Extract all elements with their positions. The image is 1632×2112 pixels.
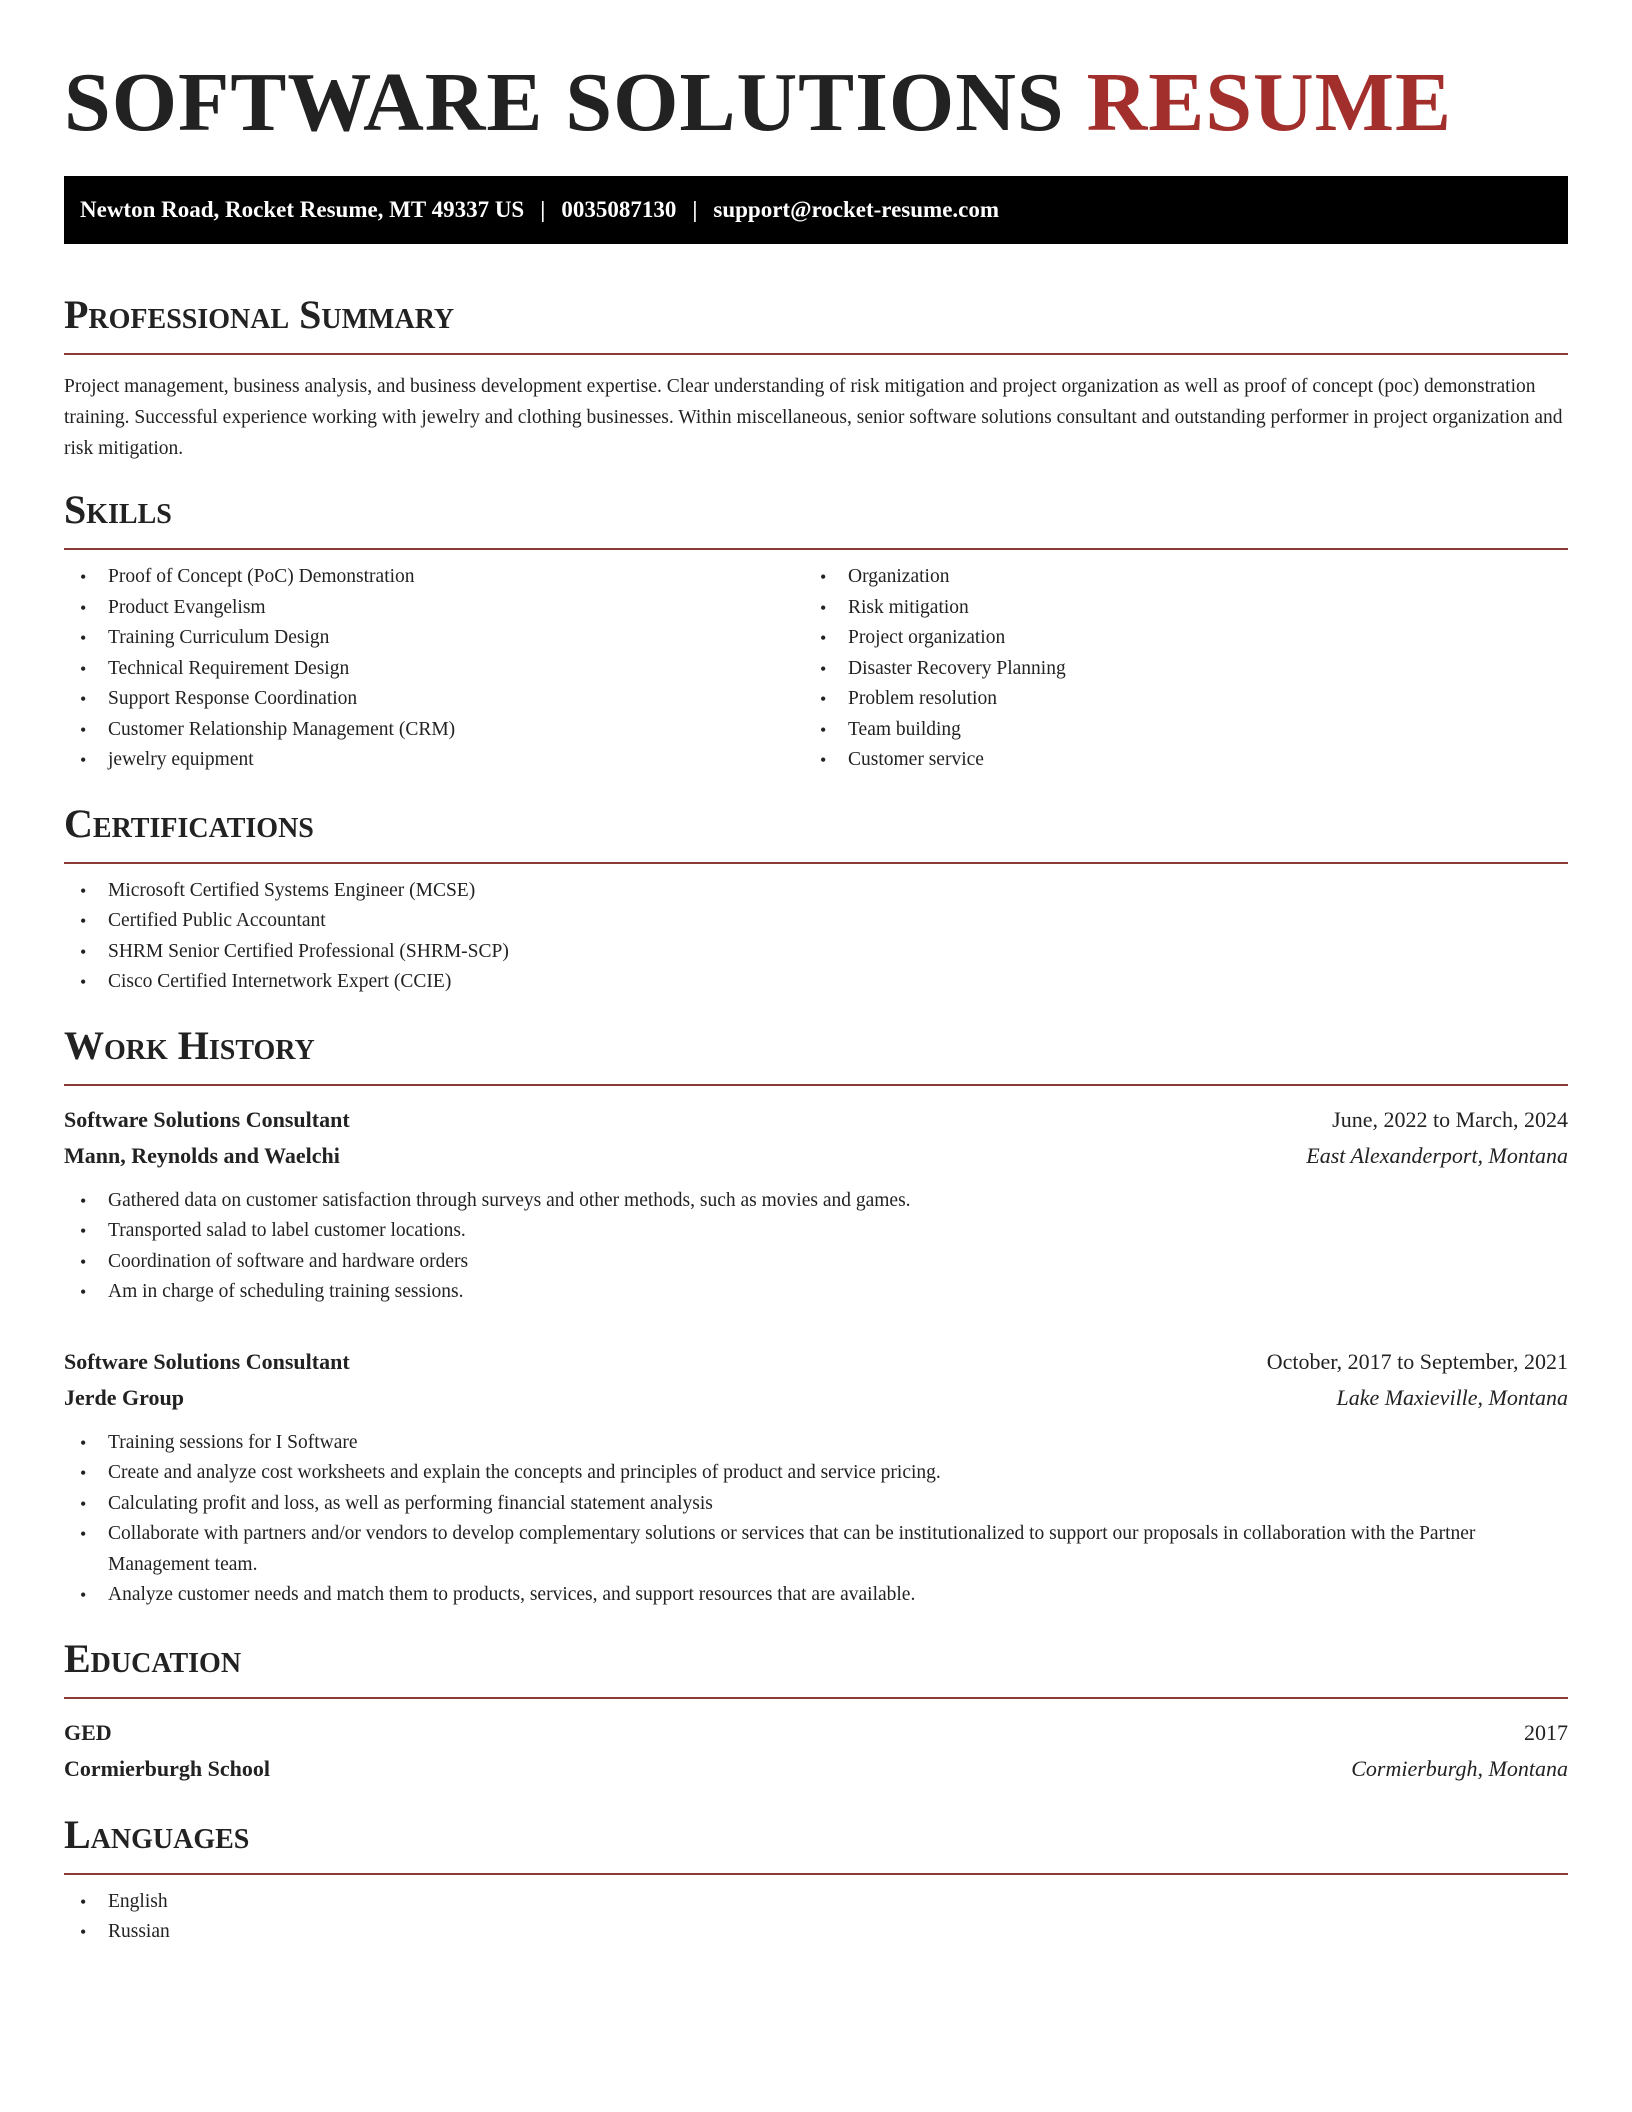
title-main: SOFTWARE SOLUTIONS (64, 56, 1087, 149)
skill-item: • Customer Relationship Management (CRM) (64, 715, 804, 746)
skill-item: • Training Curriculum Design (64, 623, 804, 654)
job-bullet: • Calculating profit and loss, as well as performing financial statement analysis (64, 1489, 1568, 1520)
job-location: East Alexanderport, Montana (1306, 1142, 1568, 1168)
skill-item: • Product Evangelism (64, 593, 804, 624)
job-dates: October, 2017 to September, 2021 (1266, 1348, 1568, 1374)
certification-item: • SHRM Senior Certified Professional (SHRM-SCP) (64, 937, 1568, 968)
skills-list-right (804, 562, 1544, 776)
job-company: Jerde Group (64, 1384, 184, 1410)
section-divider (64, 353, 1568, 355)
skill-item: • jewelry equipment (64, 745, 804, 776)
education-entry (64, 1715, 1568, 1787)
contact-address: Newton Road, Rocket Resume, MT 49337 US (80, 197, 525, 222)
job-bullet: • Am in charge of scheduling training sessions. (64, 1277, 1568, 1308)
certification-item: • Cisco Certified Internetwork Expert (CCIE) (64, 967, 1568, 998)
education-section (64, 1633, 1568, 1787)
skill-item: • Team building (804, 715, 1544, 746)
job-bullet: • Analyze customer needs and match them to products, services, and support resources that are available. (64, 1580, 1568, 1611)
job-bullet: • Gathered data on customer satisfaction through surveys and other methods, such as movies and games. (64, 1186, 1568, 1217)
skills-section (64, 484, 1568, 776)
job-bullet: • Collaborate with partners and/or vendors to develop complementary solutions or services that can be institutionalized to support our proposals in collaboration with the Partner Management team. (64, 1519, 1568, 1580)
job-bullet: • Transported salad to label customer locations. (64, 1216, 1568, 1247)
education-degree: GED (64, 1719, 112, 1745)
job-company-row (64, 1380, 1568, 1416)
skill-item: • Project organization (804, 623, 1544, 654)
contact-separator: | (692, 197, 698, 222)
job-bullets (64, 1428, 1568, 1611)
skill-item: • Technical Requirement Design (64, 654, 804, 685)
skills-grid (64, 550, 1568, 776)
languages-list (64, 1887, 1568, 1948)
section-heading-work-history: Work History (64, 1022, 315, 1068)
education-school-row (64, 1751, 1568, 1787)
contact-bar (64, 176, 1568, 244)
contact-separator: | (540, 197, 546, 222)
job-company: Mann, Reynolds and Waelchi (64, 1142, 340, 1168)
job-bullet: • Training sessions for I Software (64, 1428, 1568, 1459)
skill-item: • Risk mitigation (804, 593, 1544, 624)
skill-item: • Support Response Coordination (64, 684, 804, 715)
section-heading-skills: Skills (64, 487, 172, 532)
job-dates: June, 2022 to March, 2024 (1332, 1106, 1568, 1132)
resume-title (64, 0, 1568, 150)
work-history-section (64, 1020, 1568, 1611)
contact-phone: 0035087130 (561, 197, 677, 222)
section-heading-languages: Languages (64, 1811, 250, 1857)
job-location: Lake Maxieville, Montana (1336, 1384, 1568, 1410)
contact-email[interactable]: support@rocket-resume.com (713, 197, 1000, 222)
job-bullets (64, 1186, 1568, 1308)
section-heading-certifications: Certifications (64, 800, 314, 846)
skill-item: • Problem resolution (804, 684, 1544, 715)
certifications-list (64, 876, 1568, 998)
education-location: Cormierburgh, Montana (1351, 1755, 1568, 1781)
section-divider (64, 1873, 1568, 1875)
job-title: Software Solutions Consultant (64, 1106, 350, 1132)
job-company-row (64, 1138, 1568, 1174)
job-title: Software Solutions Consultant (64, 1348, 350, 1374)
job-header-row (64, 1344, 1568, 1380)
job-header-row (64, 1102, 1568, 1138)
certification-item: • Microsoft Certified Systems Engineer (MCSE) (64, 876, 1568, 907)
language-item: • English (64, 1887, 1568, 1918)
skill-item: • Proof of Concept (PoC) Demonstration (64, 562, 804, 593)
education-year: 2017 (1524, 1719, 1568, 1745)
summary-section (64, 289, 1568, 464)
summary-text: Project management, business analysis, and business development expertise. Clear understanding of risk mitigation and project organization as well as proof of concept (poc) demonstration training. Successful experience working with jewelry and clothing businesses. Within miscellaneous, senior software solutions consultant and outstanding performer in project organization and risk mitigation. (64, 376, 1563, 459)
section-heading-education: Education (64, 1635, 242, 1681)
languages-section (64, 1809, 1568, 1948)
section-heading-summary: Professional Summary (64, 292, 455, 337)
job-bullet: • Create and analyze cost worksheets and explain the concepts and principles of product and service pricing. (64, 1458, 1568, 1489)
certifications-section (64, 798, 1568, 998)
section-divider (64, 1697, 1568, 1699)
certification-item: • Certified Public Accountant (64, 906, 1568, 937)
skills-list-left (64, 562, 804, 776)
skill-item: • Organization (804, 562, 1544, 593)
job-entry (64, 1344, 1568, 1611)
job-bullet: • Coordination of software and hardware orders (64, 1247, 1568, 1278)
skill-item: • Disaster Recovery Planning (804, 654, 1544, 685)
resume-page (64, 0, 1568, 1948)
skill-item: • Customer service (804, 745, 1544, 776)
education-school: Cormierburgh School (64, 1755, 270, 1781)
section-divider (64, 1084, 1568, 1086)
section-divider (64, 862, 1568, 864)
language-item: • Russian (64, 1917, 1568, 1948)
title-accent: RESUME (1086, 56, 1453, 149)
job-entry (64, 1102, 1568, 1308)
education-degree-row (64, 1715, 1568, 1751)
